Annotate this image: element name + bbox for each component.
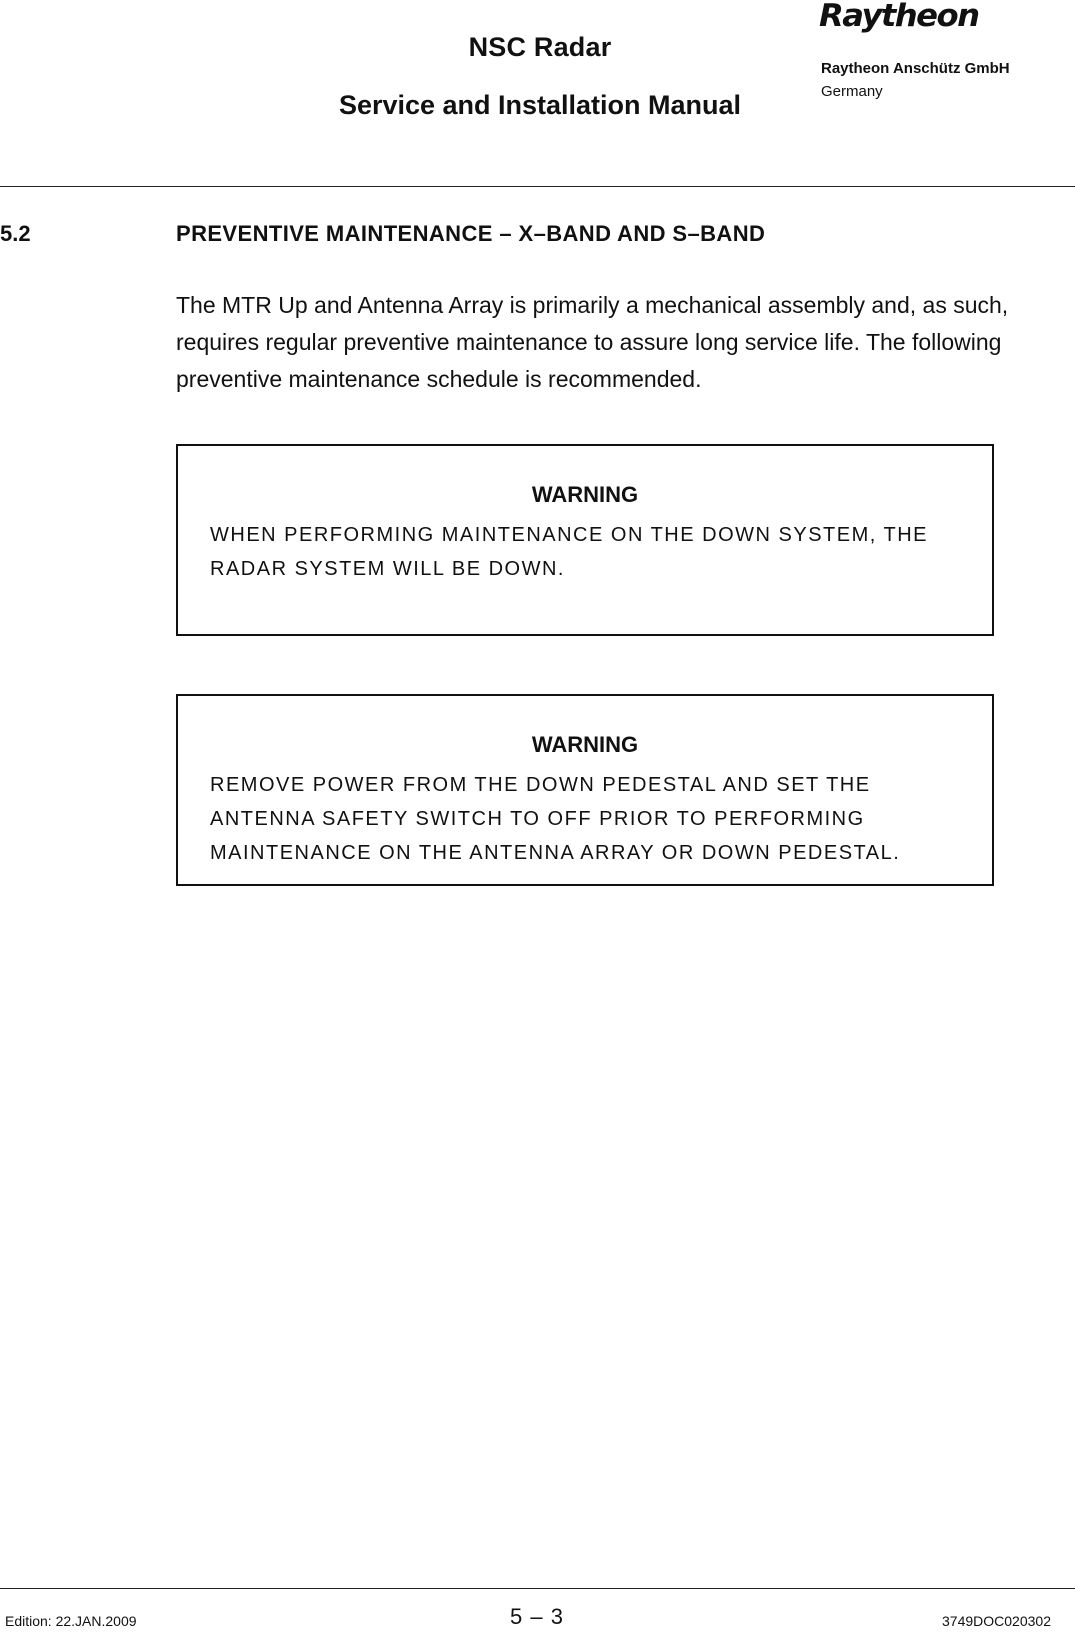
warning-box xyxy=(176,444,994,636)
warning-heading: WARNING xyxy=(531,482,639,507)
warning-box xyxy=(176,694,994,886)
company-name: Raytheon Anschütz GmbH xyxy=(821,60,1010,77)
section-title: PREVENTIVE MAINTENANCE – X–BAND AND S–BAND xyxy=(176,221,766,246)
section-body: The MTR Up and Antenna Array is primarily a mechanical assembly and, as such, requires regular preventive maintenance to assure long service life. The following preventive maintenance schedule is recommended. xyxy=(176,292,1009,392)
warning-text: WHEN PERFORMING MAINTENANCE ON THE DOWN SYSTEM, THE RADAR SYSTEM WILL BE DOWN. xyxy=(210,524,929,580)
document-id: 3749DOC020302 xyxy=(942,1613,1051,1629)
company-country: Germany xyxy=(821,83,883,100)
footer-divider xyxy=(0,1588,1075,1589)
page-number: 5 – 3 xyxy=(510,1604,564,1629)
edition-date: Edition: 22.JAN.2009 xyxy=(5,1613,137,1629)
document-subtitle: Service and Installation Manual xyxy=(338,90,742,120)
section-number: 5.2 xyxy=(0,221,31,246)
header-divider xyxy=(0,186,1075,187)
warning-text: REMOVE POWER FROM THE DOWN PEDESTAL AND SET THE ANTENNA SAFETY SWITCH TO OFF PRIOR TO PERFORMING MAINTENANCE ON THE ANTENNA ARRAY OR DOWN PEDESTAL. xyxy=(210,774,901,864)
raytheon-logo: Raytheon xyxy=(819,0,979,34)
document-title: NSC Radar xyxy=(468,32,612,62)
warning-heading: WARNING xyxy=(531,732,639,757)
